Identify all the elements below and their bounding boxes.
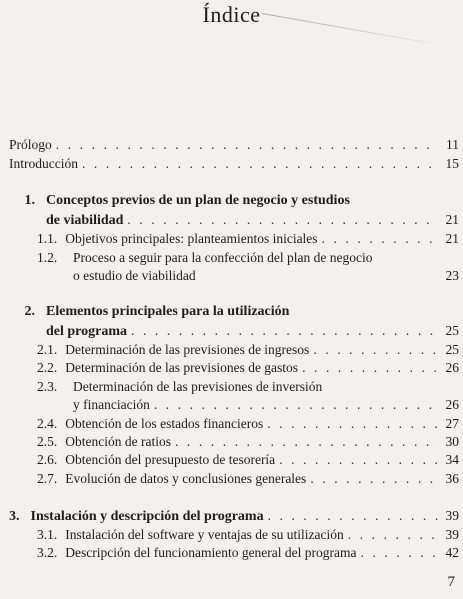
section-number: 3.2.: [37, 545, 58, 560]
leader-dots: [302, 360, 439, 376]
section-2-7: [37, 471, 459, 491]
toc-page-number: 23: [445, 268, 459, 283]
leader-dots: [154, 397, 439, 413]
page-number-folio: 7: [447, 574, 455, 590]
section-2-3: [37, 379, 322, 395]
leader-dots: [268, 508, 439, 524]
section-title: Determinación de las previsiones de ingresos: [65, 342, 310, 357]
section-title: Obtención de los estados financieros: [65, 416, 264, 431]
section-title: Obtención del presupuesto de tesorería: [65, 452, 276, 467]
toc-page-number: 25: [445, 342, 459, 357]
toc-page-number: 42: [445, 545, 459, 560]
section-title: Descripción del funcionamiento general del programa: [65, 545, 357, 560]
section-number: 3.1.: [37, 527, 58, 542]
toc-page-number: 36: [445, 471, 459, 486]
leader-dots: [175, 434, 439, 450]
leader-dots: [131, 323, 439, 339]
chapter-number: 3.: [9, 509, 20, 524]
leader-dots: [279, 452, 439, 468]
section-number: 2.4.: [37, 416, 58, 431]
section-number: 1.1.: [37, 231, 58, 246]
toc-page-number: 39: [445, 508, 459, 523]
toc-page-number: 21: [445, 212, 459, 227]
toc-page-number: 34: [445, 452, 459, 467]
section-number: 2.6.: [37, 452, 58, 467]
section-2-1: [37, 342, 459, 362]
section-title: Objetivos principales: planteamientos iniciales: [65, 231, 318, 246]
toc-page-number: 26: [445, 360, 459, 375]
chapter-2-heading-cont: [46, 323, 459, 343]
section-title: Evolución de datos y conclusiones generales: [65, 471, 307, 486]
toc-page-number: 21: [445, 231, 459, 246]
leader-dots: [127, 212, 439, 228]
chapter-3-heading: [9, 508, 459, 528]
leader-dots: [361, 545, 439, 561]
section-title: Obtención de ratios: [65, 434, 171, 449]
leader-dots: [348, 527, 439, 543]
leader-dots: [322, 231, 439, 247]
toc-entry-label: Introducción: [9, 156, 78, 171]
chapter-title: Instalación y descripción del programa: [30, 509, 264, 524]
chapter-1-heading: [9, 193, 350, 209]
leader-dots: [267, 416, 439, 432]
section-3-2: [37, 545, 459, 565]
section-title: Determinación de las previsiones de gastos: [65, 360, 299, 375]
section-number: 2.5.: [37, 434, 58, 449]
section-number: 2.3.: [37, 379, 58, 394]
toc-entry-introduccion: [9, 156, 459, 176]
section-title: y financiación: [73, 397, 150, 412]
section-number: 2.1.: [37, 342, 58, 357]
chapter-title: Conceptos previos de un plan de negocio y estudios: [46, 193, 350, 208]
toc-page-number: 26: [445, 397, 459, 412]
chapter-2-heading: [9, 304, 289, 320]
chapter-number: 1.: [24, 193, 35, 208]
section-number: 1.2.: [37, 250, 58, 265]
section-2-5: [37, 434, 459, 454]
page-title: Índice: [202, 2, 261, 27]
toc-page-number: 30: [445, 434, 459, 449]
leader-dots: [313, 342, 439, 358]
chapter-title: de viabilidad: [46, 213, 124, 228]
section-number: 2.7.: [37, 471, 58, 486]
section-2-2: [37, 360, 459, 380]
section-title: o estudio de viabilidad: [73, 268, 196, 283]
section-title: Determinación de las previsiones de inversión: [73, 379, 323, 394]
toc-page-number: 39: [445, 527, 459, 542]
toc-page-number: 15: [445, 156, 459, 171]
toc-page-number: 27: [445, 416, 459, 431]
section-number: 2.2.: [37, 360, 58, 375]
leader-dots: [56, 137, 439, 153]
leader-dots: [310, 471, 439, 487]
chapter-1-heading-cont: [46, 212, 459, 232]
section-2-6: [37, 452, 459, 472]
leader-dots: [82, 156, 439, 172]
section-3-1: [37, 527, 459, 547]
toc-page-number: 25: [445, 323, 459, 338]
chapter-title: del programa: [46, 324, 128, 339]
section-title: Instalación del software y ventajas de su utilización: [65, 527, 344, 542]
toc-entry-prologo: [9, 137, 459, 157]
section-2-3-cont: [73, 397, 459, 417]
chapter-title: Elementos principales para la utilización: [46, 304, 290, 319]
section-title: Proceso a seguir para la confección del plan de negocio: [73, 250, 373, 265]
chapter-number: 2.: [24, 304, 35, 319]
section-1-2-cont: [73, 268, 459, 288]
toc-page-number: 11: [446, 137, 459, 152]
toc-entry-label: Prólogo: [9, 137, 52, 152]
section-1-1: [37, 231, 459, 251]
section-2-4: [37, 416, 459, 436]
section-1-2: [37, 250, 373, 266]
